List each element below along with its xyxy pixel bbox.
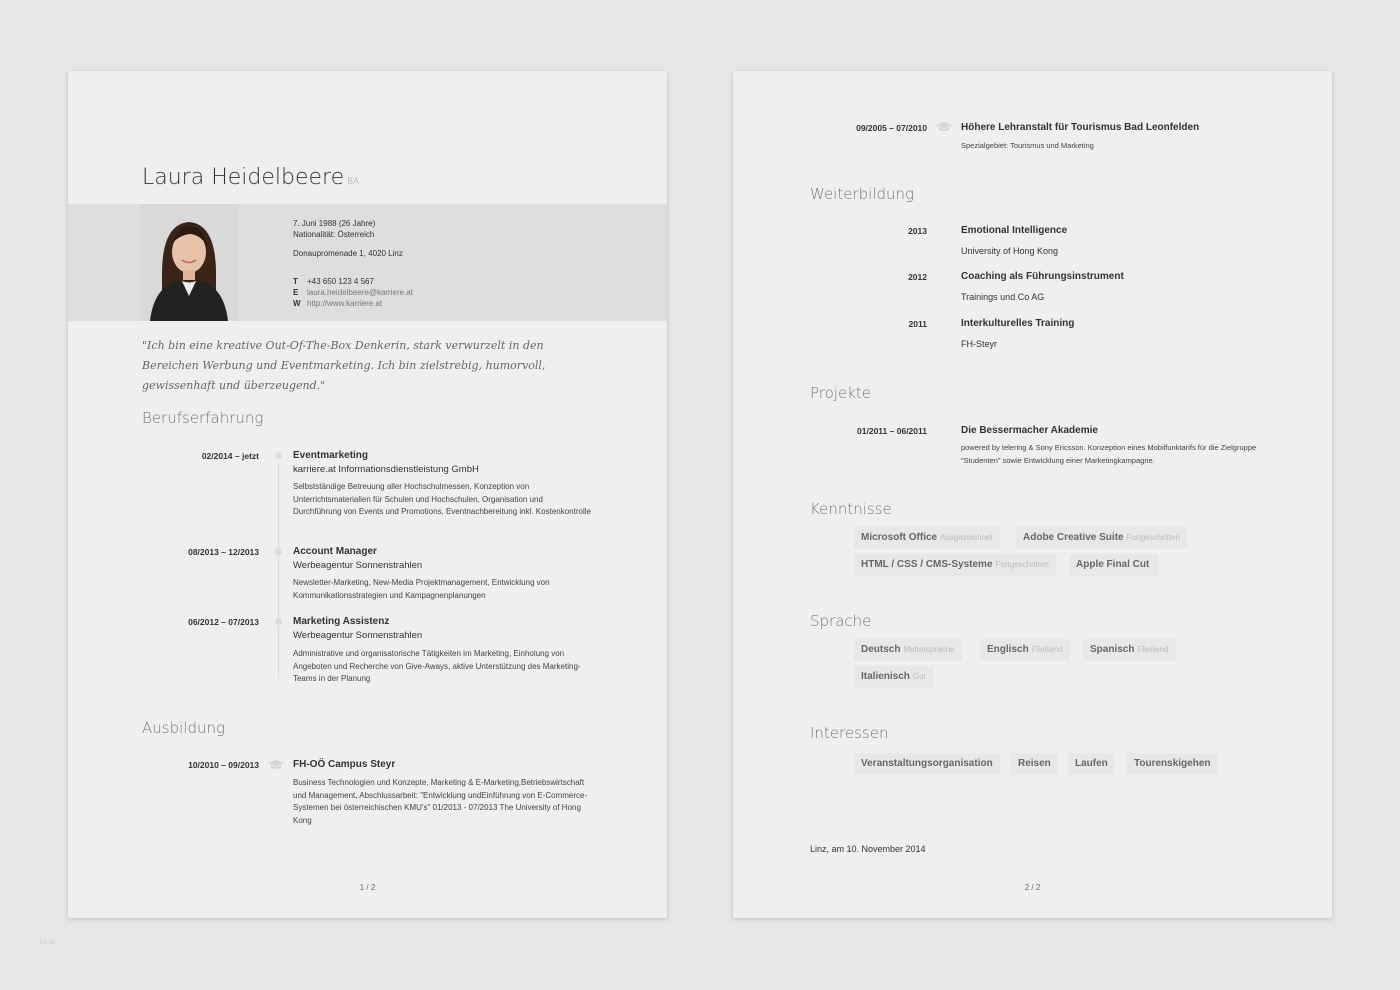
timeline-dot xyxy=(275,618,282,625)
graduation-cap-icon xyxy=(935,122,953,132)
experience-date: 06/2012 – 07/2013 xyxy=(188,617,259,627)
email-row: E laura.heidelbeere@karriere.at xyxy=(293,288,413,297)
language-tag: Deutsch Muttersprache xyxy=(854,639,962,661)
job-title: Eventmarketing xyxy=(293,450,369,461)
language-tag: Spanisch Fließend xyxy=(1083,639,1176,661)
page-number: 1 / 2 xyxy=(359,883,376,892)
phone-row: T +43 650 123 4 567 xyxy=(293,277,374,286)
training-title: Emotional Intelligence xyxy=(961,225,1068,236)
website-link[interactable]: http://www.karriere.at xyxy=(307,299,383,308)
language-tag: Englisch Fließend xyxy=(980,639,1070,661)
job-title: Marketing Assistenz xyxy=(293,616,390,627)
profile-photo xyxy=(140,204,238,321)
training-year: 2011 xyxy=(908,319,927,329)
timeline-dot xyxy=(275,452,282,459)
education-description: Business Technologien und Konzepte, Marketing & E-Marketing,Betriebswirtschaft und Management, Abschlussarbeit: "Entwicklung undEinführung von E-Commerce-Systemen bei österreichischen KMU's" 01/2013 - 07/2013 The University of Hong Kong xyxy=(293,778,588,825)
training-org: Trainings und Co AG xyxy=(961,292,1045,302)
company: karriere.at Informationsdienstleistung GmbH xyxy=(293,464,479,475)
job-description: Administrative und organisatorische Tätigkeiten im Marketing, Einholung von Angeboten und Recherche von Give-Aways, aktive Unterstützung des Marketing-Teams in der Planung xyxy=(293,649,581,683)
training-year: 2013 xyxy=(908,226,927,236)
language-tag: Italienisch Gut xyxy=(854,666,933,688)
education-heading: Ausbildung xyxy=(142,719,225,737)
candidate-name: Laura Heidelbeere BA xyxy=(142,165,360,190)
education-date: 10/2010 – 09/2013 xyxy=(188,760,259,770)
school-name: FH-OÖ Campus Steyr xyxy=(293,759,396,770)
interest-tag: Laufen xyxy=(1068,753,1115,775)
interests-heading: Interessen xyxy=(810,724,889,742)
website-row: W http://www.karriere.at xyxy=(293,299,383,308)
experience-date: 02/2014 – jetzt xyxy=(201,451,259,461)
projects-heading: Projekte xyxy=(810,384,871,402)
graduation-cap-icon xyxy=(267,760,285,770)
skills-heading: Kenntnisse xyxy=(810,500,892,518)
timeline-line xyxy=(278,461,279,679)
job-description: Selbstständige Betreuung aller Hochschulmessen, Konzeption von Unterrichtsmaterialien für Schulen und Hochschulen, Organisation und Durchführung von Events und Promotions, Eventnachbereitung inkl. Kostenkontrolle xyxy=(293,482,591,516)
skill-tag: Apple Final Cut xyxy=(1069,554,1159,576)
project-description: powered by telering & Sony Ericsson. Konzeption eines Mobilfunktarifs für die Zielgruppe "Studenten" sowie Entwicklung einer Marketingkampagne. xyxy=(961,443,1257,465)
personal-statement: "Ich bin eine kreative Out-Of-The-Box Denkerin, stark verwurzelt in den Bereichen Werbung und Eventmarketing. Ich bin zielstrebig, humorvoll, gewissenhaft und überzeugend." xyxy=(142,339,546,392)
experience-heading: Berufserfahrung xyxy=(142,409,264,427)
training-title: Coaching als Führungsinstrument xyxy=(961,271,1124,282)
email-link[interactable]: laura.heidelbeere@karriere.at xyxy=(307,288,413,297)
nationality: Nationalität: Österreich xyxy=(293,230,375,239)
timeline-dot xyxy=(275,548,282,555)
skill-tag: Adobe Creative Suite Fortgeschritten xyxy=(1016,527,1187,549)
education-description: Spezialgebiet: Tourismus und Marketing xyxy=(961,141,1094,150)
interest-tag: Veranstaltungsorganisation xyxy=(854,753,1000,775)
skill-tag: Microsoft Office Ausgezeichnet xyxy=(854,527,1000,549)
academic-title: BA xyxy=(347,177,360,187)
school-name: Höhere Lehranstalt für Tourismus Bad Leonfelden xyxy=(961,122,1200,133)
company: Werbeagentur Sonnenstrahlen xyxy=(293,560,423,571)
training-heading: Weiterbildung xyxy=(810,185,915,203)
page-number: 2 / 2 xyxy=(1024,883,1041,892)
education-date: 09/2005 – 07/2010 xyxy=(856,123,927,133)
company: Werbeagentur Sonnenstrahlen xyxy=(293,630,423,641)
cv-page-1 xyxy=(68,71,667,918)
experience-date: 08/2013 – 12/2013 xyxy=(188,547,259,557)
job-title: Account Manager xyxy=(293,546,377,557)
skill-tag: HTML / CSS / CMS-Systeme Fortgeschritten xyxy=(854,554,1056,576)
project-title: Die Bessermacher Akademie xyxy=(961,425,1098,436)
interest-tag: Tourenskigehen xyxy=(1127,753,1218,775)
job-description: Newsletter-Marketing, New-Media Projektmanagement, Entwicklung von Kommunikationsstrategien und Kampagnenplanungen xyxy=(293,578,550,600)
phone-number: +43 650 123 4 567 xyxy=(307,277,374,286)
address: Donaupromenade 1, 4020 Linz xyxy=(293,249,403,258)
training-org: FH-Steyr xyxy=(961,339,997,349)
training-year: 2012 xyxy=(908,272,927,282)
languages-heading: Sprache xyxy=(810,612,872,630)
training-org: University of Hong Kong xyxy=(961,246,1059,256)
training-title: Interkulturelles Training xyxy=(961,318,1075,329)
interest-tag: Reisen xyxy=(1011,753,1058,775)
birth-date: 7. Juni 1988 (26 Jahre) xyxy=(293,219,376,228)
project-date: 01/2011 – 06/2011 xyxy=(857,426,927,436)
place-and-date: Linz, am 10. November 2014 xyxy=(810,844,926,854)
watermark: kz.at xyxy=(40,939,55,946)
cv-page-2 xyxy=(733,71,1332,918)
